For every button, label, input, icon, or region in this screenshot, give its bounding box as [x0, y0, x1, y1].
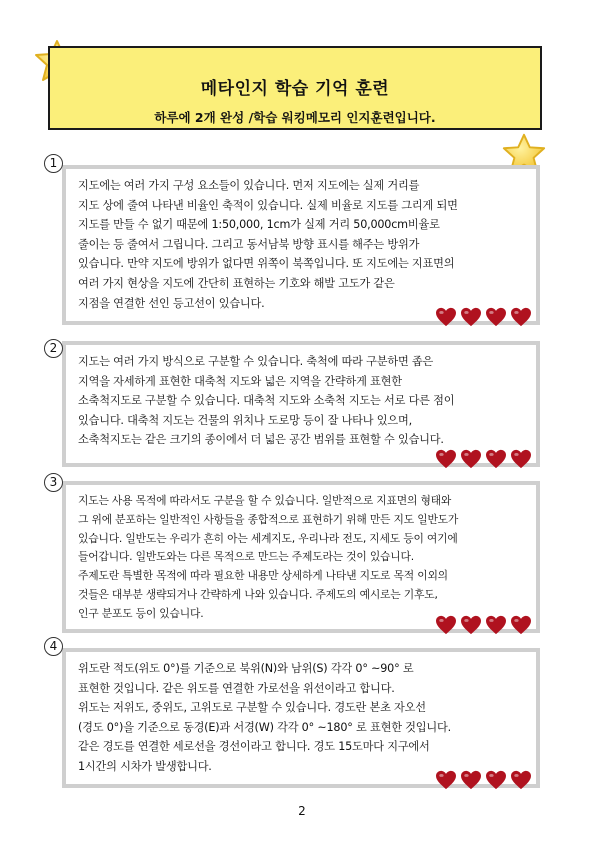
- text-line: (경도 0°)을 기준으로 동경(E)과 서경(W) 각각 0° ~180° 로 표현한 것입니다.: [78, 720, 451, 734]
- hearts-row: [435, 449, 532, 469]
- heart-icon: [435, 615, 457, 635]
- number-badge: 4: [44, 637, 63, 656]
- text-line: 지도 상에 줄여 나타낸 비율인 축적이 있습니다. 실제 비율로 지도를 그리게 되면: [78, 198, 458, 212]
- passage-text: [78, 176, 526, 313]
- text-line: 지도를 만들 수 없기 때문에 1:50,000, 1cm가 실제 거리 50,000cm비율로: [78, 218, 440, 232]
- page-number: 2: [298, 804, 306, 818]
- hearts-row: [435, 307, 532, 327]
- text-line: 여러 가지 현상을 지도에 간단히 표현하는 기호와 해발 고도가 같은: [78, 276, 395, 290]
- text-line: 있습니다. 일반도는 우리가 흔히 아는 세계지도, 우리나라 전도, 지세도 등이 여기에: [78, 531, 458, 545]
- text-line: 줄이는 등 줄여서 그립니다. 그리고 동서남북 방향 표시를 해주는 방위가: [78, 237, 420, 251]
- text-line: 같은 경도를 연결한 세로선을 경선이라고 합니다. 경도 15도마다 지구에서: [78, 740, 430, 754]
- text-line: 위도란 적도(위도 0°)를 기준으로 북위(N)와 남위(S) 각각 0° ~90° 로: [78, 662, 414, 675]
- number-badge: 2: [44, 339, 63, 358]
- text-line: 인구 분포도 등이 있습니다.: [78, 606, 204, 620]
- passage-text: [78, 659, 526, 777]
- passage-card-1: [62, 165, 540, 325]
- text-line: 1시간의 시차가 발생합니다.: [78, 759, 212, 773]
- text-line: 그 위에 분포하는 일반적인 사항들을 종합적으로 표현하기 위해 만든 지도 일반도가: [78, 512, 459, 526]
- hearts-row: [435, 770, 532, 790]
- heart-icon: [510, 615, 532, 635]
- text-line: 지점을 연결한 선인 등고선이 있습니다.: [78, 296, 265, 310]
- heart-icon: [510, 307, 532, 327]
- passage-text: [78, 492, 526, 624]
- heart-icon: [510, 770, 532, 790]
- heart-icon: [435, 770, 457, 790]
- passage-card-3: [62, 481, 540, 633]
- text-line: 위도는 저위도, 중위도, 고위도로 구분할 수 있습니다. 경도란 본초 자오선: [78, 701, 426, 715]
- passage-text: [78, 352, 526, 450]
- passage-card-2: [62, 341, 540, 467]
- heart-icon: [435, 449, 457, 469]
- title-box: [48, 46, 542, 130]
- heart-icon: [510, 449, 532, 469]
- heart-icon: [485, 307, 507, 327]
- hearts-row: [435, 615, 532, 635]
- text-line: 주제도란 특별한 목적에 따라 필요한 내용만 상세하게 나타낸 지도로 목적 이외의: [78, 569, 448, 583]
- text-line: 것들은 대부분 생략되거나 간략하게 나와 있습니다. 주제도의 예시로는 기후도,: [78, 587, 438, 601]
- page-subtitle: 하루에 2개 완성 /학습 워킹메모리 인지훈련입니다.: [154, 110, 436, 125]
- text-line: 소축척지도로 구분할 수 있습니다. 대축척 지도와 소축척 지도는 서로 다른 점이: [78, 394, 455, 408]
- text-line: 소축척지도는 같은 크기의 종이에서 더 넓은 공간 범위를 표현할 수 있습니다.: [78, 433, 444, 447]
- heart-icon: [485, 770, 507, 790]
- heart-icon: [460, 770, 482, 790]
- heart-icon: [460, 307, 482, 327]
- text-line: 있습니다. 대축척 지도는 건물의 위치나 도로망 등이 잘 나타나 있으며,: [78, 413, 412, 427]
- heart-icon: [460, 615, 482, 635]
- text-line: 지도는 사용 목적에 따라서도 구분을 할 수 있습니다. 일반적으로 지표면의 형태와: [78, 494, 452, 507]
- text-line: 지역을 자세하게 표현한 대축척 지도와 넓은 지역을 간략하게 표현한: [78, 374, 402, 388]
- number-badge: 3: [44, 473, 63, 492]
- text-line: 지도에는 여러 가지 구성 요소들이 있습니다. 먼저 지도에는 실제 거리를: [78, 179, 420, 192]
- heart-icon: [435, 307, 457, 327]
- text-line: 들어갑니다. 일반도와는 다른 목적으로 만드는 주제도라는 것이 있습니다.: [78, 550, 414, 564]
- text-line: 있습니다. 만약 지도에 방위가 없다면 위쪽이 북쪽입니다. 또 지도에는 지표면의: [78, 257, 455, 271]
- number-badge: 1: [44, 154, 63, 173]
- heart-icon: [485, 615, 507, 635]
- passage-card-4: [62, 648, 540, 788]
- text-line: 표현한 것입니다. 같은 위도를 연결한 가로선을 위선이라고 합니다.: [78, 681, 395, 695]
- page-title: 메타인지 학습 기억 훈련: [200, 79, 390, 99]
- text-line: 지도는 여러 가지 방식으로 구분할 수 있습니다. 축척에 따라 구분하면 좁은: [78, 355, 434, 368]
- heart-icon: [485, 449, 507, 469]
- heart-icon: [460, 449, 482, 469]
